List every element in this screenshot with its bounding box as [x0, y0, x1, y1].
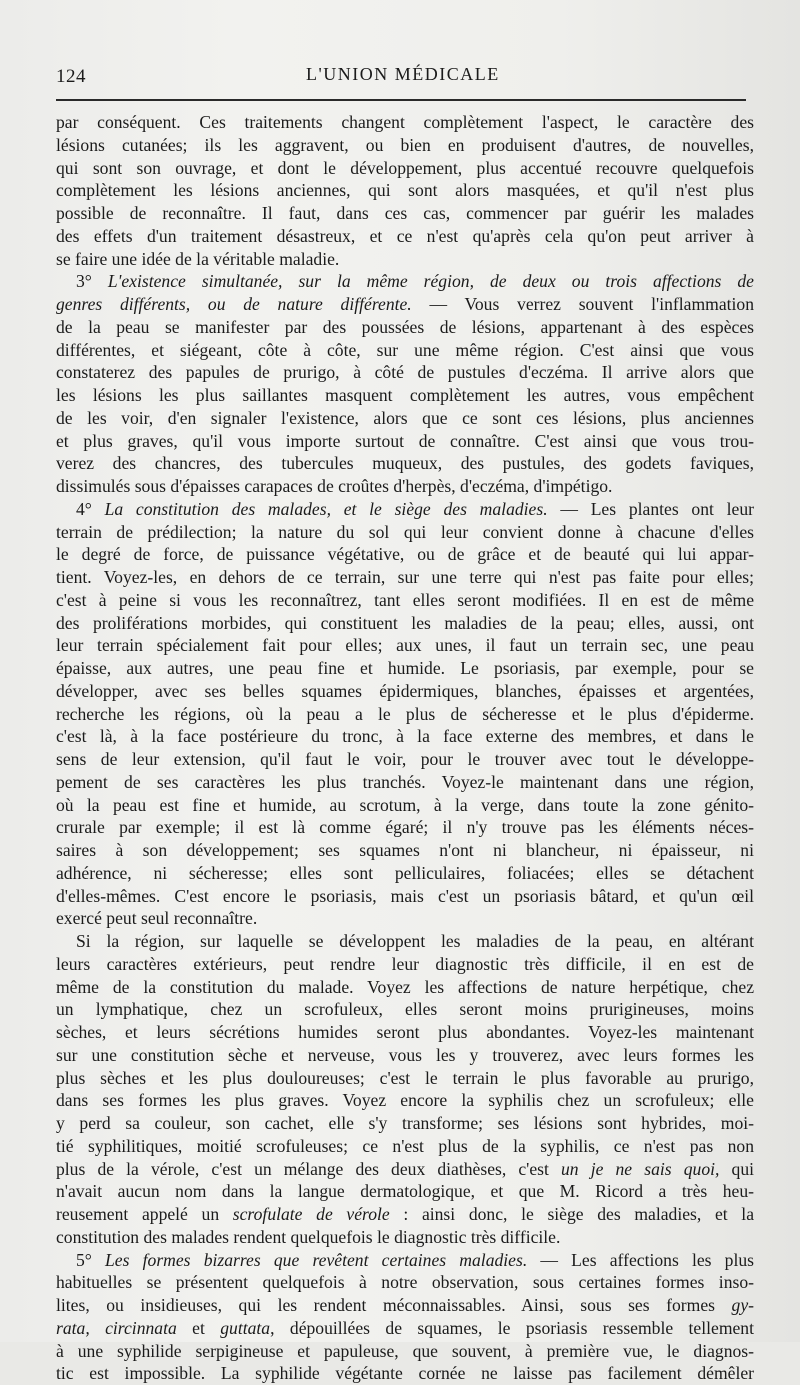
page-number: 124 — [56, 66, 86, 87]
line-text: tic est impossible. La syphilide végétante cornée ne laisse pas facilement démêler — [56, 1363, 754, 1384]
text-line — [56, 885, 754, 908]
line-text: , dépouillées de squames, le psoriasis ressemble tellement — [270, 1317, 754, 1338]
line-text: lites, ou insidieuses, qui les rendent méconnaissables. Ainsi, sous ses formes — [56, 1295, 732, 1315]
italic-text: genres différents, ou de nature différente. — [56, 294, 412, 314]
text-line — [56, 566, 754, 589]
italic-text: Les formes bizarres que revêtent certaines maladies. — [105, 1249, 528, 1270]
line-text: — Les affections les plus — [527, 1249, 754, 1270]
line-text: sèches, et leurs sécrétions humides seront plus abondantes. Voyez-les maintenant — [56, 1022, 754, 1042]
line-text: saires à son développement; ses squames n'ont ni blancheur, ni épaisseur, ni — [56, 840, 754, 860]
text-line — [56, 839, 754, 862]
body-text — [56, 111, 754, 1385]
line-text: lésions cutanées; ils les aggravent, ou bien en produisent d'autres, de nouvelles, — [56, 134, 754, 155]
line-text: les lésions les plus saillantes masquent complètement les autres, vous empêchent — [56, 385, 754, 405]
italic-text: un je ne sais quoi, — [561, 1158, 720, 1179]
line-text: pement de ses caractères les plus tranchés. Voyez-le maintenant dans une région, — [56, 771, 754, 792]
italic-text: rata, circinnata — [56, 1317, 177, 1338]
text-line — [56, 521, 754, 544]
text-line — [56, 384, 754, 407]
line-text: reusement appelé un — [56, 1204, 233, 1224]
text-line — [56, 680, 754, 703]
line-text: et — [176, 1317, 221, 1338]
text-line — [56, 1271, 754, 1294]
line-text: constaterez des papules de prurigo, à côté de pustules d'eczéma. Il arrive alors que — [56, 362, 754, 383]
text-line — [56, 1067, 754, 1090]
line-text: recherche les régions, où la peau a le plus de sécheresse et le plus d'épiderme. — [56, 703, 754, 724]
text-line — [56, 1180, 754, 1203]
line-text: exercé peut seul reconnaître. — [56, 908, 258, 929]
line-text: des effets d'un traitement désastreux, et ce n'est qu'après cela qu'on peut arriver à — [56, 225, 754, 246]
line-text: différentes, et siégeant, côte à côte, sur une même région. C'est ainsi que vous — [56, 339, 754, 360]
text-line — [56, 589, 754, 612]
line-text: des proliférations morbides, qui constituent les maladies de la peau; elles, aussi, ont — [56, 612, 754, 633]
text-line — [56, 1340, 754, 1363]
line-text: qui sont son ouvrage, et dont le développement, plus accentué recouvre quelquefois — [56, 157, 754, 178]
line-text: verez des chancres, des tubercules muqueux, des pustules, des godets faviques, — [56, 453, 754, 474]
text-line — [56, 202, 754, 225]
text-line — [56, 339, 754, 362]
line-text: dans ses formes les plus graves. Voyez encore la syphilis chez un scrofuleux; elle — [56, 1090, 754, 1111]
italic-text: scrofulate de vérole — [232, 1204, 390, 1224]
text-line — [56, 953, 754, 976]
text-line — [56, 475, 754, 498]
line-text: — Les plantes ont leur — [547, 498, 754, 519]
text-line — [56, 771, 754, 794]
line-text: crurale par exemple; il est là comme égaré; il n'y trouve pas les éléments néces- — [56, 817, 754, 838]
text-line — [56, 248, 754, 271]
line-text: adhérence, ni sécheresse; elles sont pelliculaires, foliacées; elles se détachent — [56, 862, 754, 883]
line-text: à une syphilide serpigineuse et papuleuse, que souvent, à première vue, le diagnos- — [56, 1340, 754, 1361]
text-line — [56, 543, 754, 566]
line-text: sur une constitution sèche et nerveuse, vous les y trouverez, avec leurs formes les — [56, 1044, 754, 1065]
line-text: où la peau est fine et humide, au scrotum, à la verge, dans toute la zone génito- — [56, 794, 754, 815]
text-line — [56, 612, 754, 635]
italic-text: L'existence simultanée, sur la même région, de deux ou trois affections de — [107, 271, 754, 292]
line-text: même de la constitution du malade. Voyez les affections de nature herpétique, chez — [56, 976, 754, 997]
text-line — [56, 976, 754, 999]
italic-text: gy- — [731, 1295, 754, 1315]
text-line — [56, 1317, 754, 1340]
text-line — [56, 634, 754, 657]
text-line — [56, 657, 754, 680]
line-text: leur terrain spécialement fait pour elles; aux unes, il faut un terrain sec, une peau — [56, 635, 754, 656]
text-line — [56, 1112, 754, 1135]
line-text: Si la région, sur laquelle se développent les maladies de la peau, en altérant — [76, 931, 754, 951]
line-text: y perd sa couleur, son cachet, elle s'y transforme; ses lésions sont hybrides, moi- — [56, 1113, 754, 1133]
text-line — [56, 316, 754, 339]
header-rule — [56, 99, 746, 101]
text-line — [56, 430, 754, 453]
running-title: L'UNION MÉDICALE — [306, 64, 500, 84]
text-line — [56, 452, 754, 475]
text-line — [56, 725, 754, 748]
text-line — [56, 703, 754, 726]
line-text: plus de la vérole, c'est un mélange des deux diathèses, c'est — [56, 1158, 561, 1179]
line-text: terrain de prédilection; la nature du sol qui leur convient donne à chacune d'elles — [56, 521, 754, 542]
text-line — [56, 1203, 754, 1226]
text-line — [56, 1294, 754, 1317]
text-line — [56, 1362, 754, 1385]
line-text: tient. Voyez-les, en dehors de ce terrain, sur une terre qui n'est pas faite pour elles; — [56, 567, 754, 587]
line-text: de la peau se manifester par des poussées de lésions, appartenant à des espèces — [56, 316, 754, 337]
line-text: le degré de force, de puissance végétative, ou de grâce et de beauté qui lui appar- — [56, 544, 754, 565]
text-line — [56, 111, 754, 134]
text-line — [56, 998, 754, 1021]
line-text: développer, avec ses belles squames épidermiques, blanches, épaisses et argentées, — [56, 680, 754, 701]
line-text: sens de leur extension, qu'il faut le voir, pour le trouver avec tout le développe- — [56, 749, 754, 769]
text-line — [56, 179, 754, 202]
text-line — [56, 1135, 754, 1158]
text-line — [56, 907, 754, 930]
page-header — [56, 58, 746, 98]
line-text: n'avait aucun nom dans la langue dermatologique, et que M. Ricord a très heu- — [56, 1181, 754, 1202]
text-line — [56, 1089, 754, 1112]
line-text: épaisse, aux autres, une peau fine et humide. Le psoriasis, par exemple, pour se — [56, 658, 754, 678]
italic-text: guttata — [220, 1317, 271, 1338]
line-text: qui — [719, 1158, 754, 1179]
text-line — [56, 293, 754, 316]
line-text: c'est là, à la face postérieure du tronc, à la face externe des membres, et dans le — [56, 726, 754, 747]
line-text: se faire une idée de la véritable maladie. — [56, 248, 340, 269]
text-line — [56, 1158, 754, 1181]
text-line — [56, 794, 754, 817]
line-text: 5° — [76, 1249, 106, 1270]
line-text: et plus graves, qu'il vous importe surtout de connaître. C'est ainsi que vous trou- — [56, 430, 754, 451]
text-line — [56, 270, 754, 293]
line-text: habituelles se présentent quelquefois à notre observation, sous certaines formes inso- — [56, 1272, 754, 1293]
line-text: par conséquent. Ces traitements changent complètement l'aspect, le caractère des — [56, 112, 754, 132]
line-text: 3° — [76, 271, 108, 292]
text-line — [56, 361, 754, 384]
text-line — [56, 1044, 754, 1067]
text-line — [56, 407, 754, 430]
line-text: dissimulés sous d'épaisses carapaces de croûtes d'herpès, d'eczéma, d'impétigo. — [56, 476, 613, 496]
line-text: possible de reconnaître. Il faut, dans ces cas, commencer par guérir les malades — [56, 203, 754, 223]
line-text: — Vous verrez souvent l'inflammation — [411, 294, 754, 314]
text-line — [56, 157, 754, 180]
text-line — [56, 1249, 754, 1272]
text-line — [56, 748, 754, 771]
text-line — [56, 498, 754, 521]
text-line — [56, 1021, 754, 1044]
line-text: constitution des malades rendent quelquefois le diagnostic très difficile. — [56, 1226, 561, 1247]
line-text: c'est à peine si vous les reconnaîtrez, tant elles seront modifiées. Il en est de même — [56, 589, 754, 610]
line-text: leurs caractères extérieurs, peut rendre leur diagnostic très difficile, il en est de — [56, 953, 754, 974]
line-text: plus sèches et les plus douloureuses; c'est le terrain le plus favorable au prurigo, — [56, 1067, 754, 1088]
line-text: d'elles-mêmes. C'est encore le psoriasis, mais c'est un psoriasis bâtard, et qu'un œil — [56, 885, 754, 906]
line-text: : ainsi donc, le siège des maladies, et la — [389, 1204, 754, 1224]
line-text: complètement les lésions anciennes, qui sont alors masquées, et qu'il n'est plus — [56, 180, 754, 201]
text-line — [56, 816, 754, 839]
line-text: de les voir, d'en signaler l'existence, alors que ce sont ces lésions, plus anciennes — [56, 407, 754, 428]
text-line — [56, 134, 754, 157]
line-text: 4° — [76, 498, 105, 519]
line-text: tié syphilitiques, moitié scrofuleuses; ce n'est plus de la syphilis, ce n'est pas non — [56, 1135, 754, 1156]
text-line — [56, 1226, 754, 1249]
text-line — [56, 862, 754, 885]
line-text: un lymphatique, chez un scrofuleux, elles seront moins prurigineuses, moins — [56, 999, 754, 1020]
text-line — [56, 225, 754, 248]
italic-text: La constitution des malades, et le siège des maladies. — [104, 498, 548, 519]
text-line — [56, 930, 754, 953]
